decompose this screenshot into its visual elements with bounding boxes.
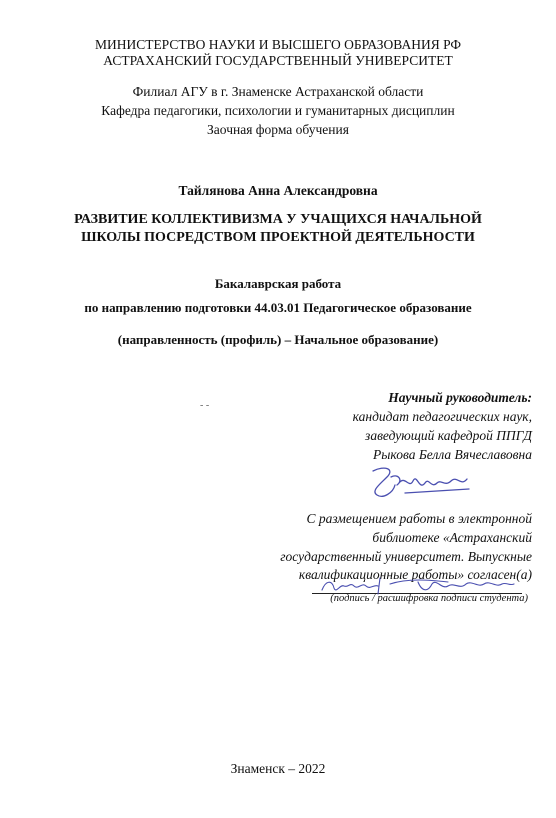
thesis-title-line1: РАЗВИТИЕ КОЛЛЕКТИВИЗМА У УЧАЩИХСЯ НАЧАЛЬНОЙ: [74, 212, 482, 227]
direction-line: по направлению подготовки 44.03.01 Педагогическое образование: [84, 300, 472, 315]
department-line: Кафедра педагогики, психологии и гуманитарных дисциплин: [101, 103, 455, 118]
branch-line: Филиал АГУ в г. Знаменске Астраханской области: [132, 84, 424, 99]
profile-line: (направленность (профиль) – Начальное образование): [117, 332, 439, 347]
thesis-title-line2: ШКОЛЫ ПОСРЕДСТВОМ ПРОЕКТНОЙ ДЕЯТЕЛЬНОСТИ: [81, 230, 475, 245]
supervisor-heading: Научный руководитель:: [388, 390, 532, 405]
supervisor-position: заведующий кафедрой ППГД: [365, 428, 532, 443]
signature-caption: (подпись / расшифровка подписи студента): [330, 593, 528, 604]
consent-line3: государственный университет. Выпускные: [280, 549, 532, 564]
consent-line1: С размещением работы в электронной: [306, 511, 532, 526]
supervisor-name: Рыкова Белла Вячеславовна: [373, 447, 532, 462]
scan-mark: - -: [200, 400, 210, 411]
work-type: Бакалаврская работа: [214, 276, 342, 291]
consent-line4: квалификационные работы» согласен(а): [298, 567, 532, 582]
supervisor-degree: кандидат педагогических наук,: [352, 409, 532, 424]
ministry-line: МИНИСТЕРСТВО НАУКИ И ВЫСШЕГО ОБРАЗОВАНИЯ РФ: [94, 37, 462, 52]
city-year: Знаменск – 2022: [230, 761, 326, 776]
study-form-line: Заочная форма обучения: [207, 122, 349, 137]
author-name: Тайлянова Анна Александровна: [178, 183, 378, 198]
consent-line2: библиотеке «Астраханский: [372, 530, 532, 545]
supervisor-signature: [365, 463, 475, 503]
university-line: АСТРАХАНСКИЙ ГОСУДАРСТВЕННЫЙ УНИВЕРСИТЕТ: [103, 53, 453, 68]
